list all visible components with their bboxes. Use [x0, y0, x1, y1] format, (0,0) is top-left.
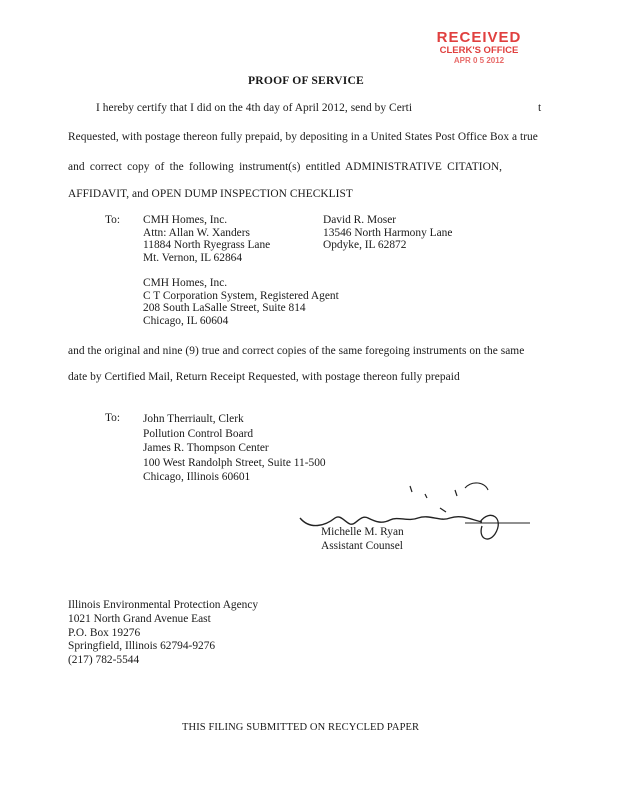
recipient-line: Chicago, Illinois 60601 [143, 471, 251, 483]
agency-line: Illinois Environmental Protection Agency [68, 599, 259, 611]
agency-address [68, 599, 258, 668]
agency-line: P.O. Box 19276 [68, 626, 141, 639]
stamp-received: RECEIVED [436, 29, 522, 46]
received-stamp [424, 30, 534, 63]
stamp-date: APR 0 5 2012 [453, 56, 505, 63]
page-title: PROOF OF SERVICE [248, 74, 364, 87]
stamp-office: CLERK'S OFFICE [439, 45, 519, 56]
recipient-line: James R. Thompson Center [143, 442, 269, 454]
recipient-line: Chicago, IL 60604 [143, 314, 229, 327]
recipient-line: 208 South LaSalle Street, Suite 814 [143, 302, 306, 315]
recipient-line: 100 West Randolph Street, Suite 11-500 [143, 456, 326, 469]
recipient-line: Opdyke, IL 62872 [323, 239, 407, 252]
body-line-1-end: t [538, 102, 542, 114]
agency-line: Springfield, Illinois 62794-9276 [68, 640, 216, 653]
recipient-line: Attn: Allan W. Xanders [143, 226, 250, 239]
signer-name: Michelle M. Ryan [321, 526, 404, 538]
body-line-1: I hereby certify that I did on the 4th day of April 2012, send by Certi [96, 102, 413, 114]
signer-title: Assistant Counsel [321, 540, 403, 552]
recipient-clerk [143, 412, 326, 485]
recipient-line: John Therriault, Clerk [143, 413, 244, 425]
recipient-line: C T Corporation System, Registered Agent [143, 289, 339, 302]
footer-recycled-paper: THIS FILING SUBMITTED ON RECYCLED PAPER [182, 722, 420, 733]
recipient-ct-corporation [143, 277, 339, 327]
body-line-6: date by Certified Mail, Return Receipt Requested, with postage thereon fully prepaid [68, 371, 460, 383]
agency-line: (217) 782-5544 [68, 654, 140, 667]
body-line-2: Requested, with postage thereon fully prepaid, by depositing in a United States Post Office Box a true [68, 131, 538, 143]
recipient-line: Pollution Control Board [143, 427, 254, 440]
body-line-5: and the original and nine (9) true and correct copies of the same foregoing instruments on the same [68, 345, 525, 357]
body-line-3: and correct copy of the following instrument(s) entitled ADMINISTRATIVE CITATION, [68, 161, 503, 173]
recipient-david-moser [323, 214, 452, 252]
recipient-line: David R. Moser [323, 214, 397, 226]
recipient-cmh-homes [143, 214, 270, 264]
recipient-line: 11884 North Ryegrass Lane [143, 239, 271, 252]
to-label-2: To: [105, 412, 121, 424]
recipient-line: Mt. Vernon, IL 62864 [143, 251, 243, 264]
recipient-line: CMH Homes, Inc. [143, 277, 228, 289]
agency-line: 1021 North Grand Avenue East [68, 612, 211, 625]
to-label: To: [105, 214, 121, 226]
recipient-line: 13546 North Harmony Lane [323, 226, 453, 239]
recipient-line: CMH Homes, Inc. [143, 214, 228, 226]
body-line-4: AFFIDAVIT, and OPEN DUMP INSPECTION CHECKLIST [68, 188, 353, 200]
